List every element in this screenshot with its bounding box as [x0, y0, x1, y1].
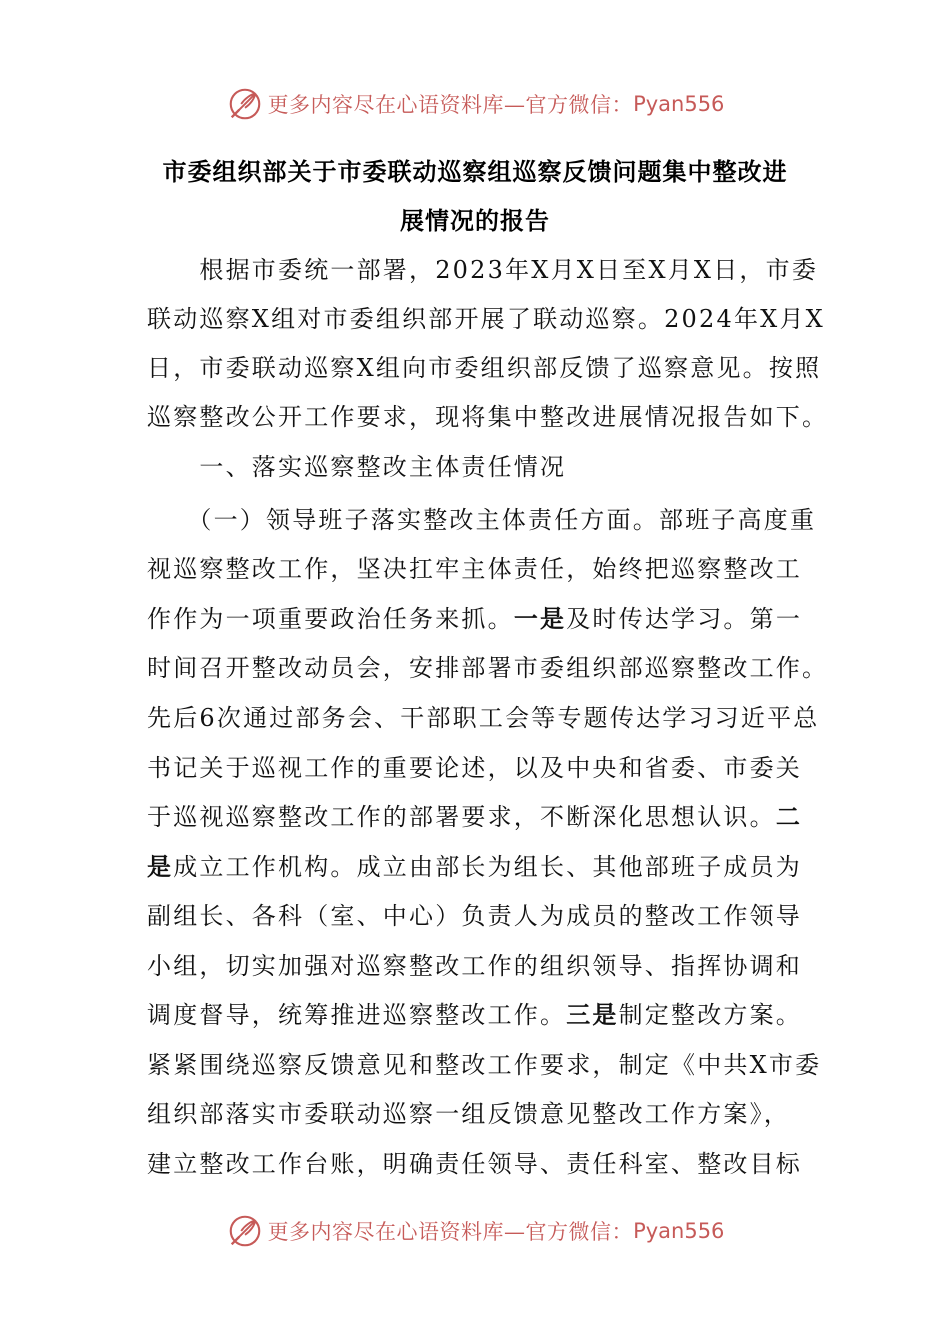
body-line: 于巡视巡察整改工作的部署要求，不断深化思想认识。二 [147, 802, 803, 831]
watermark-wechat-id: Pyan556 [633, 1219, 725, 1243]
emphasis-third: 三是 [566, 1000, 619, 1029]
watermark-text: 更多内容尽在心语资料库—官方微信： [267, 1220, 634, 1244]
quill-logo-icon [226, 85, 264, 123]
watermark-banner-bottom [0, 1211, 950, 1251]
document-title-line-1: 市委组织部关于市委联动巡察组巡察反馈问题集中整改进 [162, 158, 788, 186]
body-line: 建立整改工作台账，明确责任领导、责任科室、整改目标 [147, 1150, 802, 1178]
body-line: 根据市委统一部署，2023年X月X日至X月X日，市委 [147, 256, 819, 284]
body-line: 是成立工作机构。成立由部长为组长、其他部班子成员为 [147, 852, 803, 881]
body-line: 巡察整改公开工作要求，现将集中整改进展情况报告如下。 [147, 403, 829, 431]
body-line: 日，市委联动巡察X组向市委组织部反馈了巡察意见。按照 [147, 354, 822, 382]
body-line: 调度督导，统筹推进巡察整改工作。三是制定整改方案。 [147, 1000, 803, 1029]
body-line: 作作为一项重要政治任务来抓。一是及时传达学习。第一 [147, 604, 803, 633]
body-line: 书记关于巡视工作的重要论述，以及中央和省委、市委关 [147, 754, 802, 782]
watermark-wechat-id: Pyan556 [633, 92, 725, 116]
body-line: 组织部落实市委联动巡察一组反馈意见整改工作方案》， [147, 1100, 790, 1128]
quill-logo-icon [226, 1212, 264, 1250]
watermark-banner-top [0, 84, 950, 124]
body-line: （一）领导班子落实整改主体责任方面。部班子高度重 [147, 506, 817, 534]
emphasis-first: 一是 [513, 604, 567, 633]
body-line: 视巡察整改工作，坚决扛牢主体责任，始终把巡察整改工 [147, 555, 802, 583]
body-line: 紧紧围绕巡察反馈意见和整改工作要求，制定《中共X市委 [147, 1051, 822, 1079]
document-title-line-2: 展情况的报告 [400, 207, 550, 235]
body-line: 时间召开整改动员会，安排部署市委组织部巡察整改工作。 [147, 654, 829, 682]
body-line: 先后6次通过部务会、干部职工会等专题传达学习习近平总 [147, 704, 820, 732]
body-line: 副组长、各科（室、中心）负责人为成员的整改工作领导 [147, 902, 802, 930]
body-line: 联动巡察X组对市委组织部开展了联动巡察。2024年X月X [147, 305, 825, 333]
section-heading: 一、落实巡察整改主体责任情况 [147, 453, 567, 481]
emphasis-second-part1: 二 [775, 802, 803, 831]
body-line: 小组，切实加强对巡察整改工作的组织领导、指挥协调和 [147, 952, 802, 980]
watermark-text: 更多内容尽在心语资料库—官方微信： [267, 93, 634, 117]
emphasis-second-part2: 是 [147, 852, 174, 881]
